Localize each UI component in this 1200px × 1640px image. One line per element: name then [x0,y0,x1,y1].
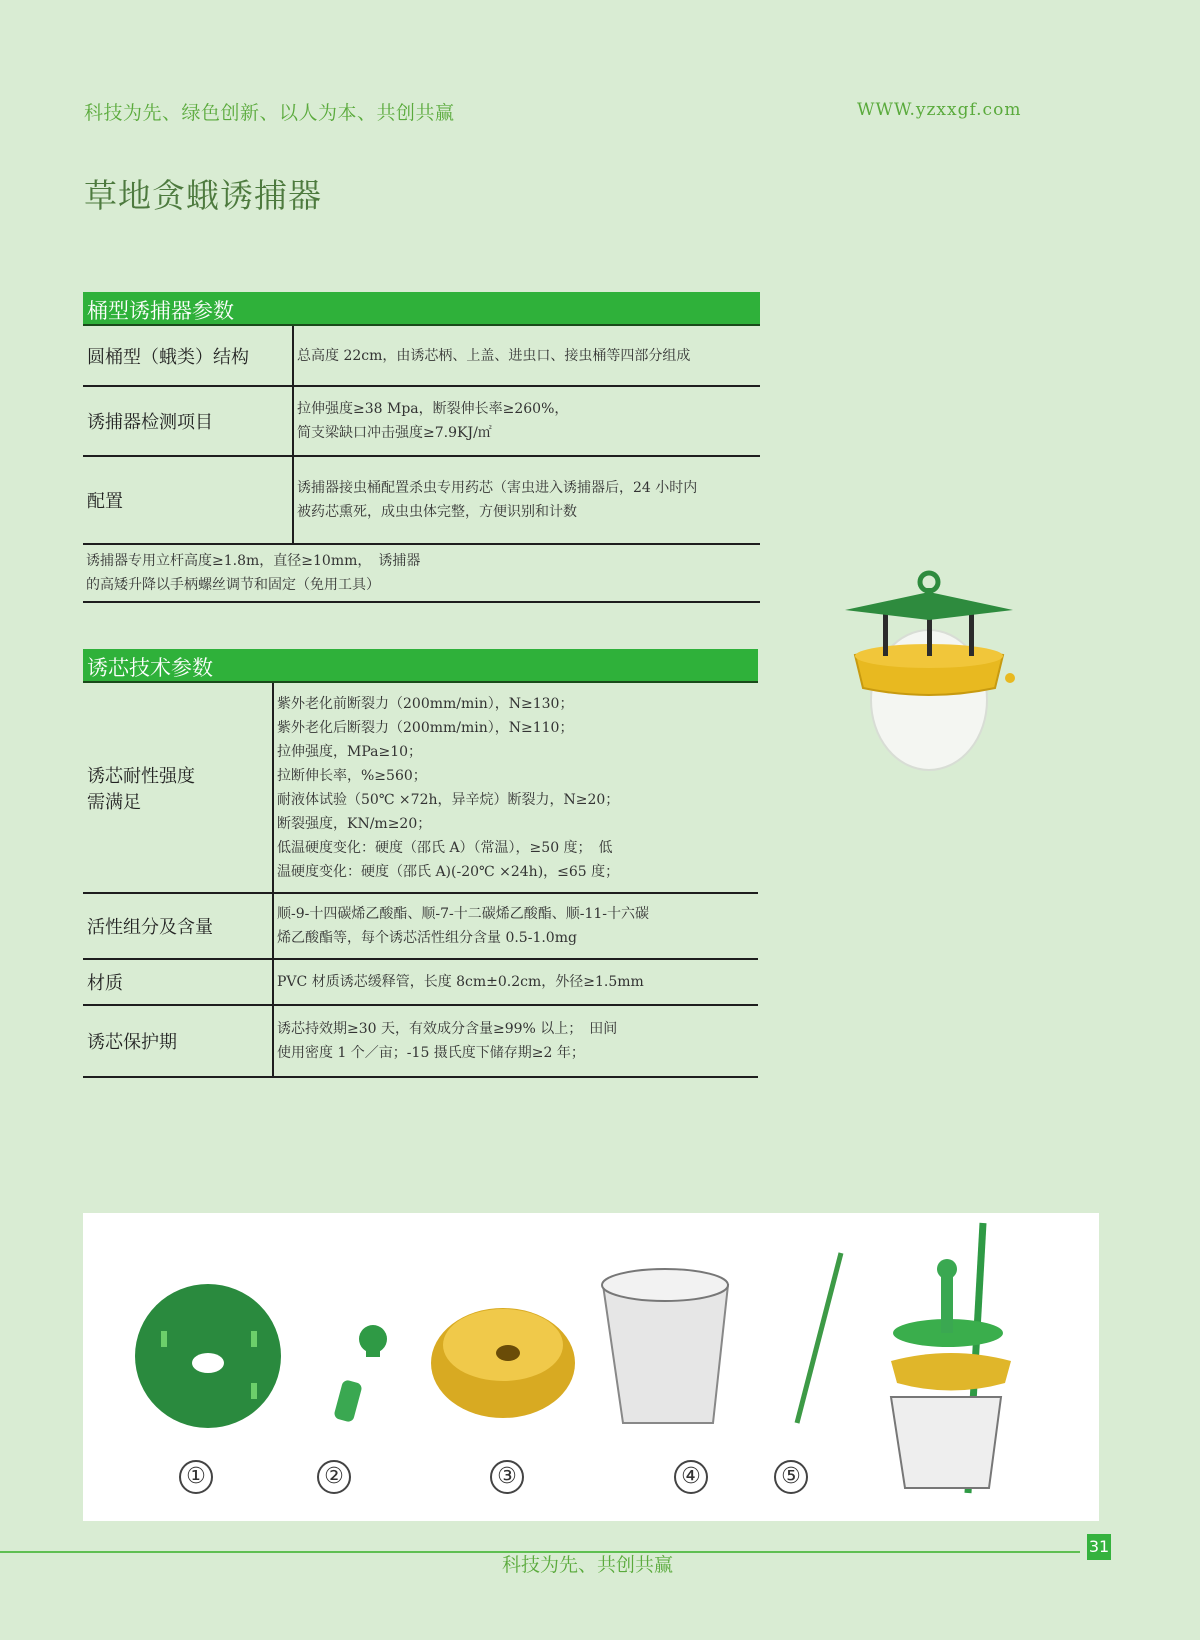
row-label: 圆桶型（蛾类）结构 [83,326,293,386]
table-row [83,544,760,602]
assembled-funnel [891,1353,1011,1391]
assembled-holder [941,1275,953,1333]
row-value [273,893,758,959]
value-line: 拉断伸长率，%≥560； [277,767,427,784]
value-line: 使用密度 1 个／亩；-15 摄氏度下储存期≥2 年； [277,1045,585,1061]
row-label: 活性组分及含量 [83,893,273,959]
trap-product-image [845,570,1025,800]
figure-label-2: ② [317,1460,351,1494]
footer-slogan: 科技为先、共创共赢 [502,1554,674,1576]
row-value [273,683,758,893]
figure-label-1: ① [179,1460,213,1494]
figure-label-3: ③ [490,1460,524,1494]
assembled-holder-cap [937,1259,957,1279]
value-line: 诱捕器接虫桶配置杀虫专用药芯（害虫进入诱捕器后，24 小时内 [297,480,698,496]
note-line: 诱捕器专用立杆高度≥1.8m，直径≥10mm， 诱捕器 [86,553,421,569]
trap-params-table [83,326,760,603]
row-label: 诱芯保护期 [83,1005,273,1077]
row-value [293,326,760,386]
lure-params-heading: 诱芯技术参数 [83,649,758,683]
row-value [273,1005,758,1077]
value-line: 拉伸强度，MPa≥10； [277,743,423,760]
note-line: 的高矮升降以手柄螺丝调节和固定（免用工具） [86,577,380,593]
value-line: PVC 材质诱芯缓释管，长度 8cm±0.2cm，外径≥1.5mm [277,974,644,990]
value-line: 温硬度变化：硬度（邵氏 A)(-20℃ ×24h)，≤65 度； [277,863,620,880]
table-row [83,1005,758,1077]
row-value [293,386,760,456]
value-line: 紫外老化后断裂力（200mm/min），N≥110； [277,719,574,736]
lure-holder-clip [333,1379,363,1423]
trap-latch [1005,673,1015,683]
components-figure [83,1213,1099,1521]
row-label [83,683,273,893]
row-value [273,959,758,1005]
lid-disc-slot [251,1383,257,1399]
row-label: 配置 [83,456,293,544]
trap-post [883,608,888,656]
table-row [83,456,760,544]
value-line: 烯乙酸酯等，每个诱芯活性组分含量 0.5-1.0mg [277,930,577,946]
value-line: 简支梁缺口冲击强度≥7.9KJ/㎡ [297,425,492,441]
table-row [83,893,758,959]
table-row [83,683,758,893]
trap-note [83,544,760,602]
figure-label-4: ④ [674,1460,708,1494]
value-line: 低温硬度变化：硬度（邵氏 A）（常温），≥50 度； 低 [277,839,613,856]
value-line: 顺-9-十四碳烯乙酸酯、顺-7-十二碳烯乙酸酯、顺-11-十六碳 [277,906,650,922]
label-line: 诱芯耐性强度 [87,765,195,787]
value-line: 紫外老化前断裂力（200mm/min），N≥130； [277,695,574,712]
value-line: 被药芯熏死，成虫虫体完整，方便识别和计数 [297,504,577,520]
value-line: 耐液体试验（50℃ ×72h，异辛烷）断裂力，N≥20； [277,791,620,808]
bucket-part [603,1285,728,1423]
value-line: 拉伸强度≥38 Mpa，断裂伸长率≥260%， [297,401,569,417]
pole-part [797,1253,841,1423]
table-row [83,326,760,386]
trap-post [969,608,974,656]
figure-label-5: ⑤ [774,1460,808,1494]
funnel-inner [443,1309,563,1381]
label-line: 需满足 [87,791,141,813]
row-label: 材质 [83,959,273,1005]
lid-disc-slot [251,1331,257,1347]
website-url[interactable]: WWW.yzxxgf.com [857,100,1022,120]
lid-disc-hole [192,1353,224,1373]
header-slogan: 科技为先、绿色创新、以人为本、共创共赢 [84,102,455,124]
row-label: 诱捕器检测项目 [83,386,293,456]
trap-params-heading: 桶型诱捕器参数 [83,292,760,326]
trap-lure-holder [925,588,933,606]
page-title: 草地贪蛾诱捕器 [84,176,322,215]
funnel-hole [496,1345,520,1361]
lure-holder-stem [366,1337,380,1357]
components-illustration [83,1213,1099,1521]
table-row [83,959,758,1005]
bucket-rim [602,1269,728,1301]
value-line: 断裂强度，KN/m≥20； [277,815,432,832]
value-line: 总高度 22cm，由诱芯柄、上盖、进虫口、接虫桶等四部分组成 [297,347,691,364]
lure-params-table [83,683,758,1078]
row-value [293,456,760,544]
page-number: 31 [1087,1534,1111,1560]
table-row [83,386,760,456]
assembled-bucket [891,1397,1001,1488]
value-line: 诱芯持效期≥30 天，有效成分含量≥99% 以上； 田间 [277,1021,618,1037]
lid-disc-slot [161,1331,167,1347]
